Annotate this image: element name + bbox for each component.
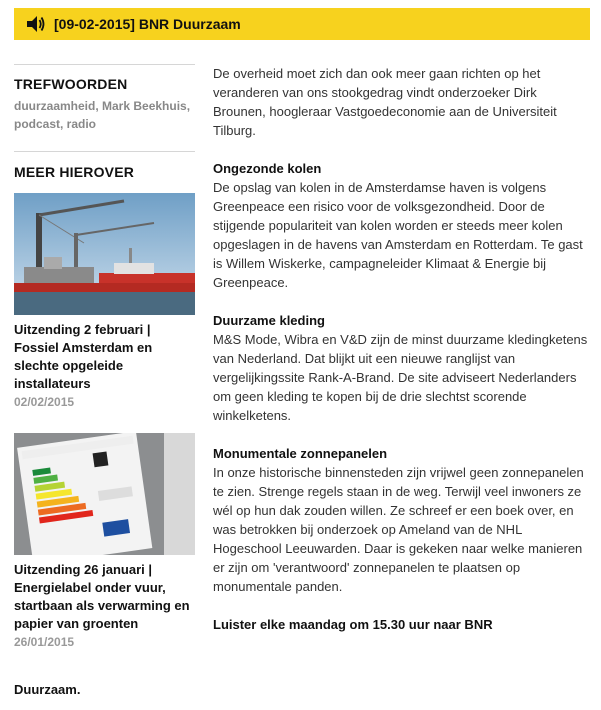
header-title: [09-02-2015] BNR Duurzaam (54, 16, 241, 32)
section-heading: Ongezonde kolen (213, 161, 322, 176)
audio-header-bar[interactable] (14, 8, 590, 40)
listen-notice: Luister elke maandag om 15.30 uur naar BNR (213, 617, 493, 632)
meer-hierover-heading: MEER HIEROVER (14, 164, 135, 180)
section-body: De opslag van kolen in de Amsterdamse haven is volgens Greenpeace een risico voor de volksgezondheid. Door de stijgende populariteit van kolen worden er steeds meer kolen opgeslagen in de havens van Amsterdam en Rotterdam. Te gast is Willem Wiskerke, campagneleider Klimaat & Energie bij Greenpeace. (213, 180, 583, 290)
related-item-title[interactable]: Uitzending 2 februari | Fossiel Amsterdam en slechte opgeleide installateurs (14, 322, 153, 391)
section-heading: Duurzame kleding (213, 313, 325, 328)
sidebar-divider (14, 64, 195, 65)
tag-list[interactable]: duurzaamheid, Mark Beekhuis, podcast, radio (14, 99, 191, 131)
sidebar-tail-text: Duurzaam. (14, 682, 81, 697)
harbor-crane-thumbnail[interactable] (14, 193, 195, 315)
section-body: M&S Mode, Wibra en V&D zijn de minst duurzame kledingketens van Nederland. Dat blijkt uit een nieuwe ranglijst van vergelijkingssite Rank-A-Brand. De site adviseert Nederlanders om geen kleding te kopen bij de drie slechtst scorende winkelketens. (213, 332, 588, 423)
trefwoorden-heading: TREFWOORDEN (14, 76, 128, 92)
section-heading: Monumentale zonnepanelen (213, 446, 388, 461)
related-item-title[interactable]: Uitzending 26 januari | Energielabel onder vuur, startbaan als verwarming en papier van groenten (14, 562, 190, 631)
energy-label-thumbnail[interactable] (14, 433, 195, 555)
related-item-date: 02/02/2015 (14, 395, 75, 409)
speaker-icon[interactable] (26, 15, 46, 33)
intro-paragraph: De overheid moet zich dan ook meer gaan richten op het veranderen van ons stookgedrag vindt onderzoeker Dirk Brounen, hoogleraar Vastgoedeconomie aan de Universiteit Tilburg. (213, 66, 557, 138)
section-body: In onze historische binnensteden zijn vrijwel geen zonnepanelen te zien. Strenge regels staan in de weg. Terwijl veel inwoners ze wél op hun dak zouden willen. Ze schreef er een boek over, en was betrokken bij onderzoek op Ameland van de NHL Hogeschool Leeuwarden. Daar is gekeken naar welke manieren er zijn om 'verantwoord' zonnepanelen te plaatsen op monumentale panden. (213, 465, 584, 594)
article-body (213, 64, 593, 634)
sidebar-divider (14, 151, 195, 152)
related-item-date: 26/01/2015 (14, 635, 75, 649)
